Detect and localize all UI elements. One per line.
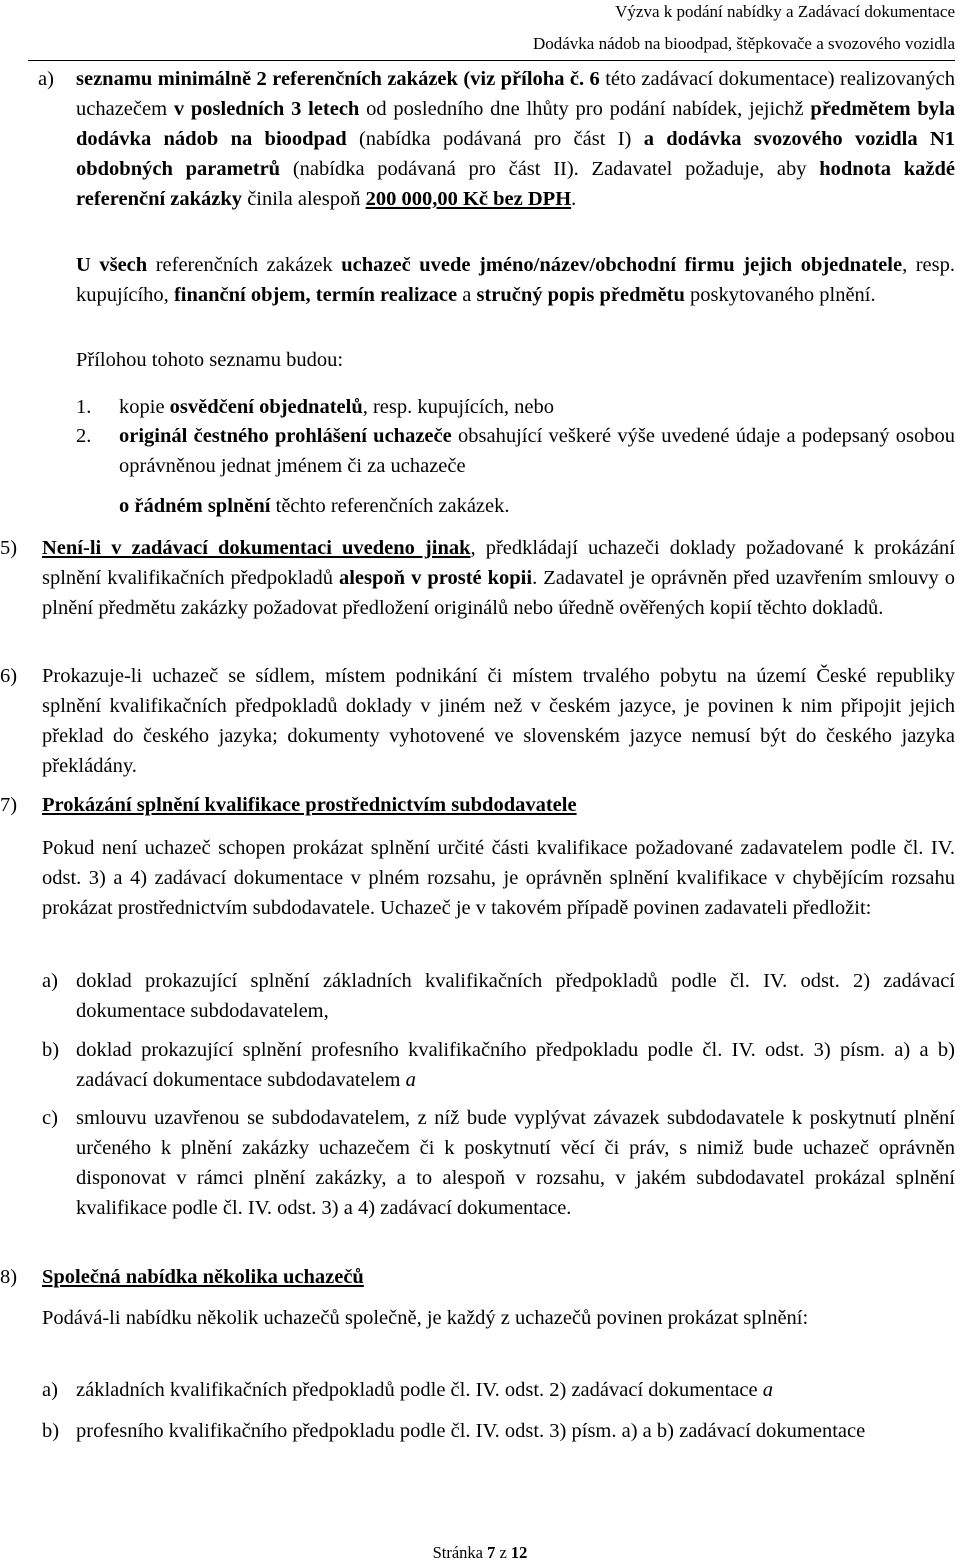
section-7-item-b-text: doklad prokazující splnění profesního kvalifikačního předpokladu podle čl. IV. odst. 3) písm. a) a b) zadávací dokumentace subdodavatelem a [76,1039,955,1091]
section-8-title: Společná nabídka několika uchazečů [42,1266,364,1288]
section-7-item-c-text: smlouvu uzavřenou se subdodavatelem, z níž bude vyplývat závazek subdodavatele k poskytnutí plnění určeného k plnění zakázky uchazečem či k poskytnutí věcí či práv, s nimiž bude uchazeč oprávněn disponovat v rámci plnění zakázky, a to alespoň v rozsahu, v jakém subdodavatel prokázal splnění kvalifikace podle čl. IV. odst. 3) a 4) zadávací dokumentace. [76,1107,955,1219]
list-item-2-number: 2. [76,425,92,447]
section-7-number: 7) [0,794,18,816]
section-7-item-c-label: c) [42,1107,58,1129]
section-7-item-a-label: a) [42,970,58,992]
header-subtitle: Dodávka nádob na bioodpad, štěpkovače a svozového vozidla [532,34,955,53]
list-item-1-number: 1. [76,396,92,418]
header-title: Výzva k podání nabídky a Zadávací dokumentace [615,2,955,21]
list-item-2-text: originál čestného prohlášení uchazeče obsahující veškeré výše uvedené údaje a podepsaný osobou oprávněnou jednat jménem či za uchazeče [119,425,955,477]
references-requirements: U všech referenčních zakázek uchazeč uvede jméno/název/obchodní firmu jejich objednatele, resp. kupujícího, finanční objem, termín realizace a stručný popis předmětu poskytovaného plnění. [76,254,956,306]
list-item-2-continuation: o řádném splnění těchto referenčních zakázek. [119,495,510,517]
section-5-text: Není-li v zadávací dokumentaci uvedeno jinak, předkládají uchazeči doklady požadované k prokázání splnění kvalifikačních předpokladů alespoň v prosté kopii. Zadavatel je oprávněn před uzavřením smlouvy o plnění předmětu zakázky požadovat předložení originálů nebo úředně ověřených kopií těchto dokladů. [42,537,955,619]
section-7-intro: Pokud není uchazeč schopen prokázat splnění určité části kvalifikace požadované zadavatelem podle čl. IV. odst. 3) a 4) zadávací dokumentace v plném rozsahu, je oprávněn splnění kvalifikace v chybějícím rozsahu prokázat prostřednictvím subdodavatele. Uchazeč je v takovém případě povinen zadavateli předložit: [42,837,955,919]
section-8-number: 8) [0,1266,18,1288]
section-7-title: Prokázání splnění kvalifikace prostřednictvím subdodavatele [42,794,577,816]
section-5-number: 5) [0,537,18,559]
list-item-1-text: kopie osvědčení objednatelů, resp. kupujících, nebo [119,396,555,418]
item-a-text: seznamu minimálně 2 referenčních zakázek (viz příloha č. 6 této zadávací dokumentace) realizovaných uchazečem v posledních 3 letech od posledního dne lhůty pro podání nabídek, jejichž předmětem byla dodávka nádob na bioodpad (nabídka podávaná pro část I) a dodávka svozového vozidla N1 obdobných parametrů (nabídka podávaná pro část II). Zadavatel požaduje, aby hodnota každé referenční zakázky činila alespoň 200 000,00 Kč bez DPH. [76,68,955,210]
section-8-intro: Podává-li nabídku několik uchazečů společně, je každý z uchazečů povinen prokázat splnění: [42,1307,809,1329]
section-8-item-b-text: profesního kvalifikačního předpokladu podle čl. IV. odst. 3) písm. a) a b) zadávací dokumentace [76,1420,866,1442]
section-7-item-b-label: b) [42,1039,60,1061]
section-8-item-b-label: b) [42,1420,60,1442]
attachments-intro: Přílohou tohoto seznamu budou: [76,349,344,371]
section-6-number: 6) [0,665,18,687]
section-8-item-a-text: základních kvalifikačních předpokladů podle čl. IV. odst. 2) zadávací dokumentace a [76,1379,773,1401]
page-number: Stránka 7 z 12 [432,1543,528,1562]
header-divider [28,60,955,61]
section-6-text: Prokazuje-li uchazeč se sídlem, místem podnikání či místem trvalého pobytu na území České republiky splnění kvalifikačních předpokladů doklady v jiném než v českém jazyce, je povinen k nim připojit jejich překlad do českého jazyka; dokumenty vyhotovené ve slovenském jazyce nemusí být do českého jazyka překládány. [42,665,955,777]
section-8-item-a-label: a) [42,1379,58,1401]
section-7-item-a-text: doklad prokazující splnění základních kvalifikačních předpokladů podle čl. IV. odst. 2) zadávací dokumentace subdodavatelem, [76,970,955,1022]
item-a-label: a) [38,68,54,90]
